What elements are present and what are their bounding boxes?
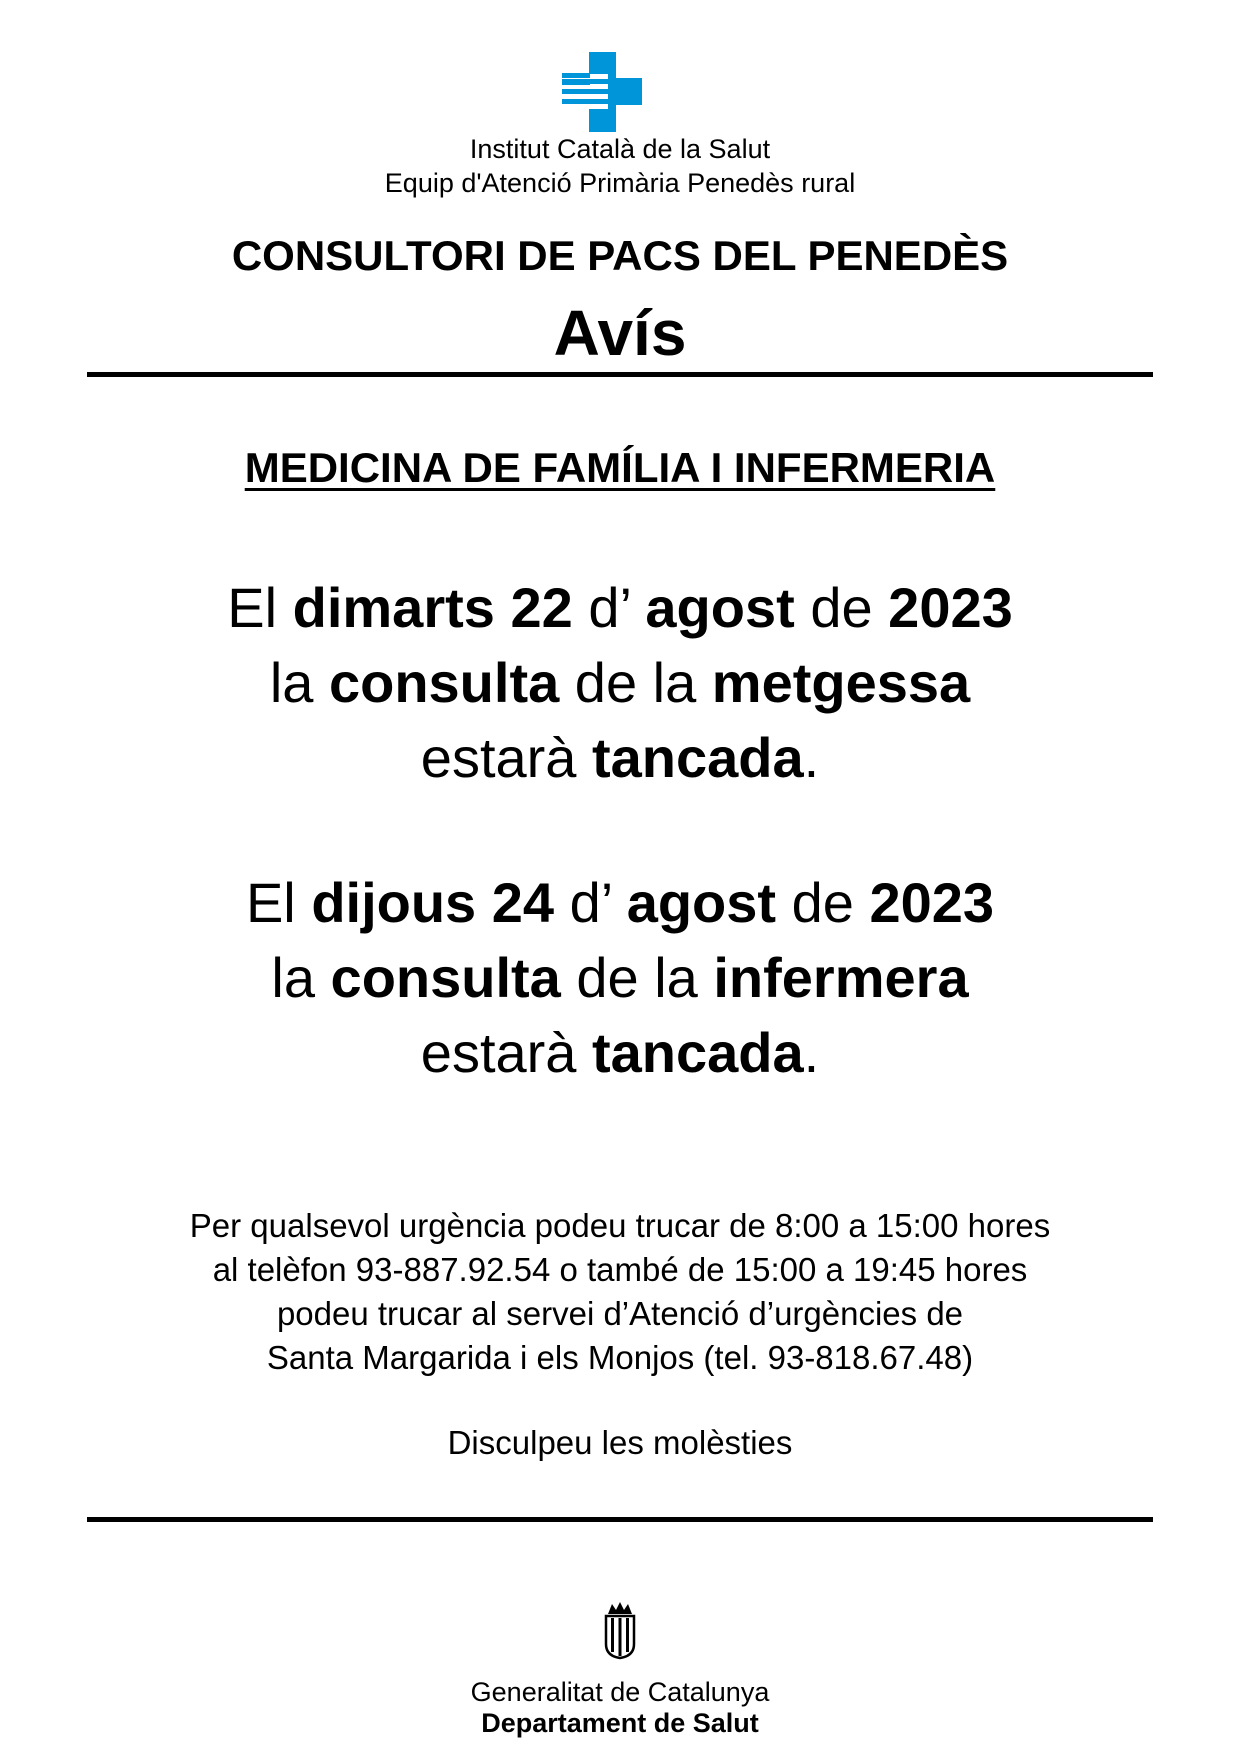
notice-1-line-1: El dimarts 22 d’ agost de 2023 <box>227 576 1013 639</box>
footer-org-name: Generalitat de Catalunya <box>470 1677 770 1707</box>
info-line: podeu trucar al servei d’Atenció d’urgències de <box>276 1295 964 1332</box>
notice-2 <box>0 865 1240 1090</box>
info-line: al telèfon 93-887.92.54 o també de 15:00 a 19:45 hores <box>212 1251 1028 1288</box>
apology-text: Disculpeu les molèsties <box>447 1424 793 1461</box>
divider-bottom <box>87 1517 1153 1522</box>
info-line: Per qualsevol urgència podeu trucar de 8:00 a 15:00 hores <box>189 1207 1051 1244</box>
org-team: Equip d'Atenció Primària Penedès rural <box>384 168 856 198</box>
info-line: Santa Margarida i els Monjos (tel. 93-818.67.48) <box>266 1339 974 1376</box>
page-title: CONSULTORI DE PACS DEL PENEDÈS <box>231 232 1009 279</box>
urgency-info <box>0 1204 1240 1380</box>
notice-2-line-3: estarà tancada. <box>420 1021 820 1084</box>
generalitat-emblem-icon <box>604 1600 636 1660</box>
footer-department: Departament de Salut <box>481 1708 759 1738</box>
notice-1-line-3: estarà tancada. <box>420 726 820 789</box>
notice-2-line-1: El dijous 24 d’ agost de 2023 <box>245 871 995 934</box>
notice-1 <box>0 570 1240 795</box>
health-cross-icon <box>562 52 642 132</box>
notice-1-line-2: la consulta de la metgessa <box>269 651 971 714</box>
org-name: Institut Català de la Salut <box>469 134 771 164</box>
notice-2-line-2: la consulta de la infermera <box>271 946 969 1009</box>
divider-top <box>87 372 1153 377</box>
page-subtitle: Avís <box>553 297 687 369</box>
section-heading: MEDICINA DE FAMÍLIA I INFERMERIA <box>244 444 996 491</box>
